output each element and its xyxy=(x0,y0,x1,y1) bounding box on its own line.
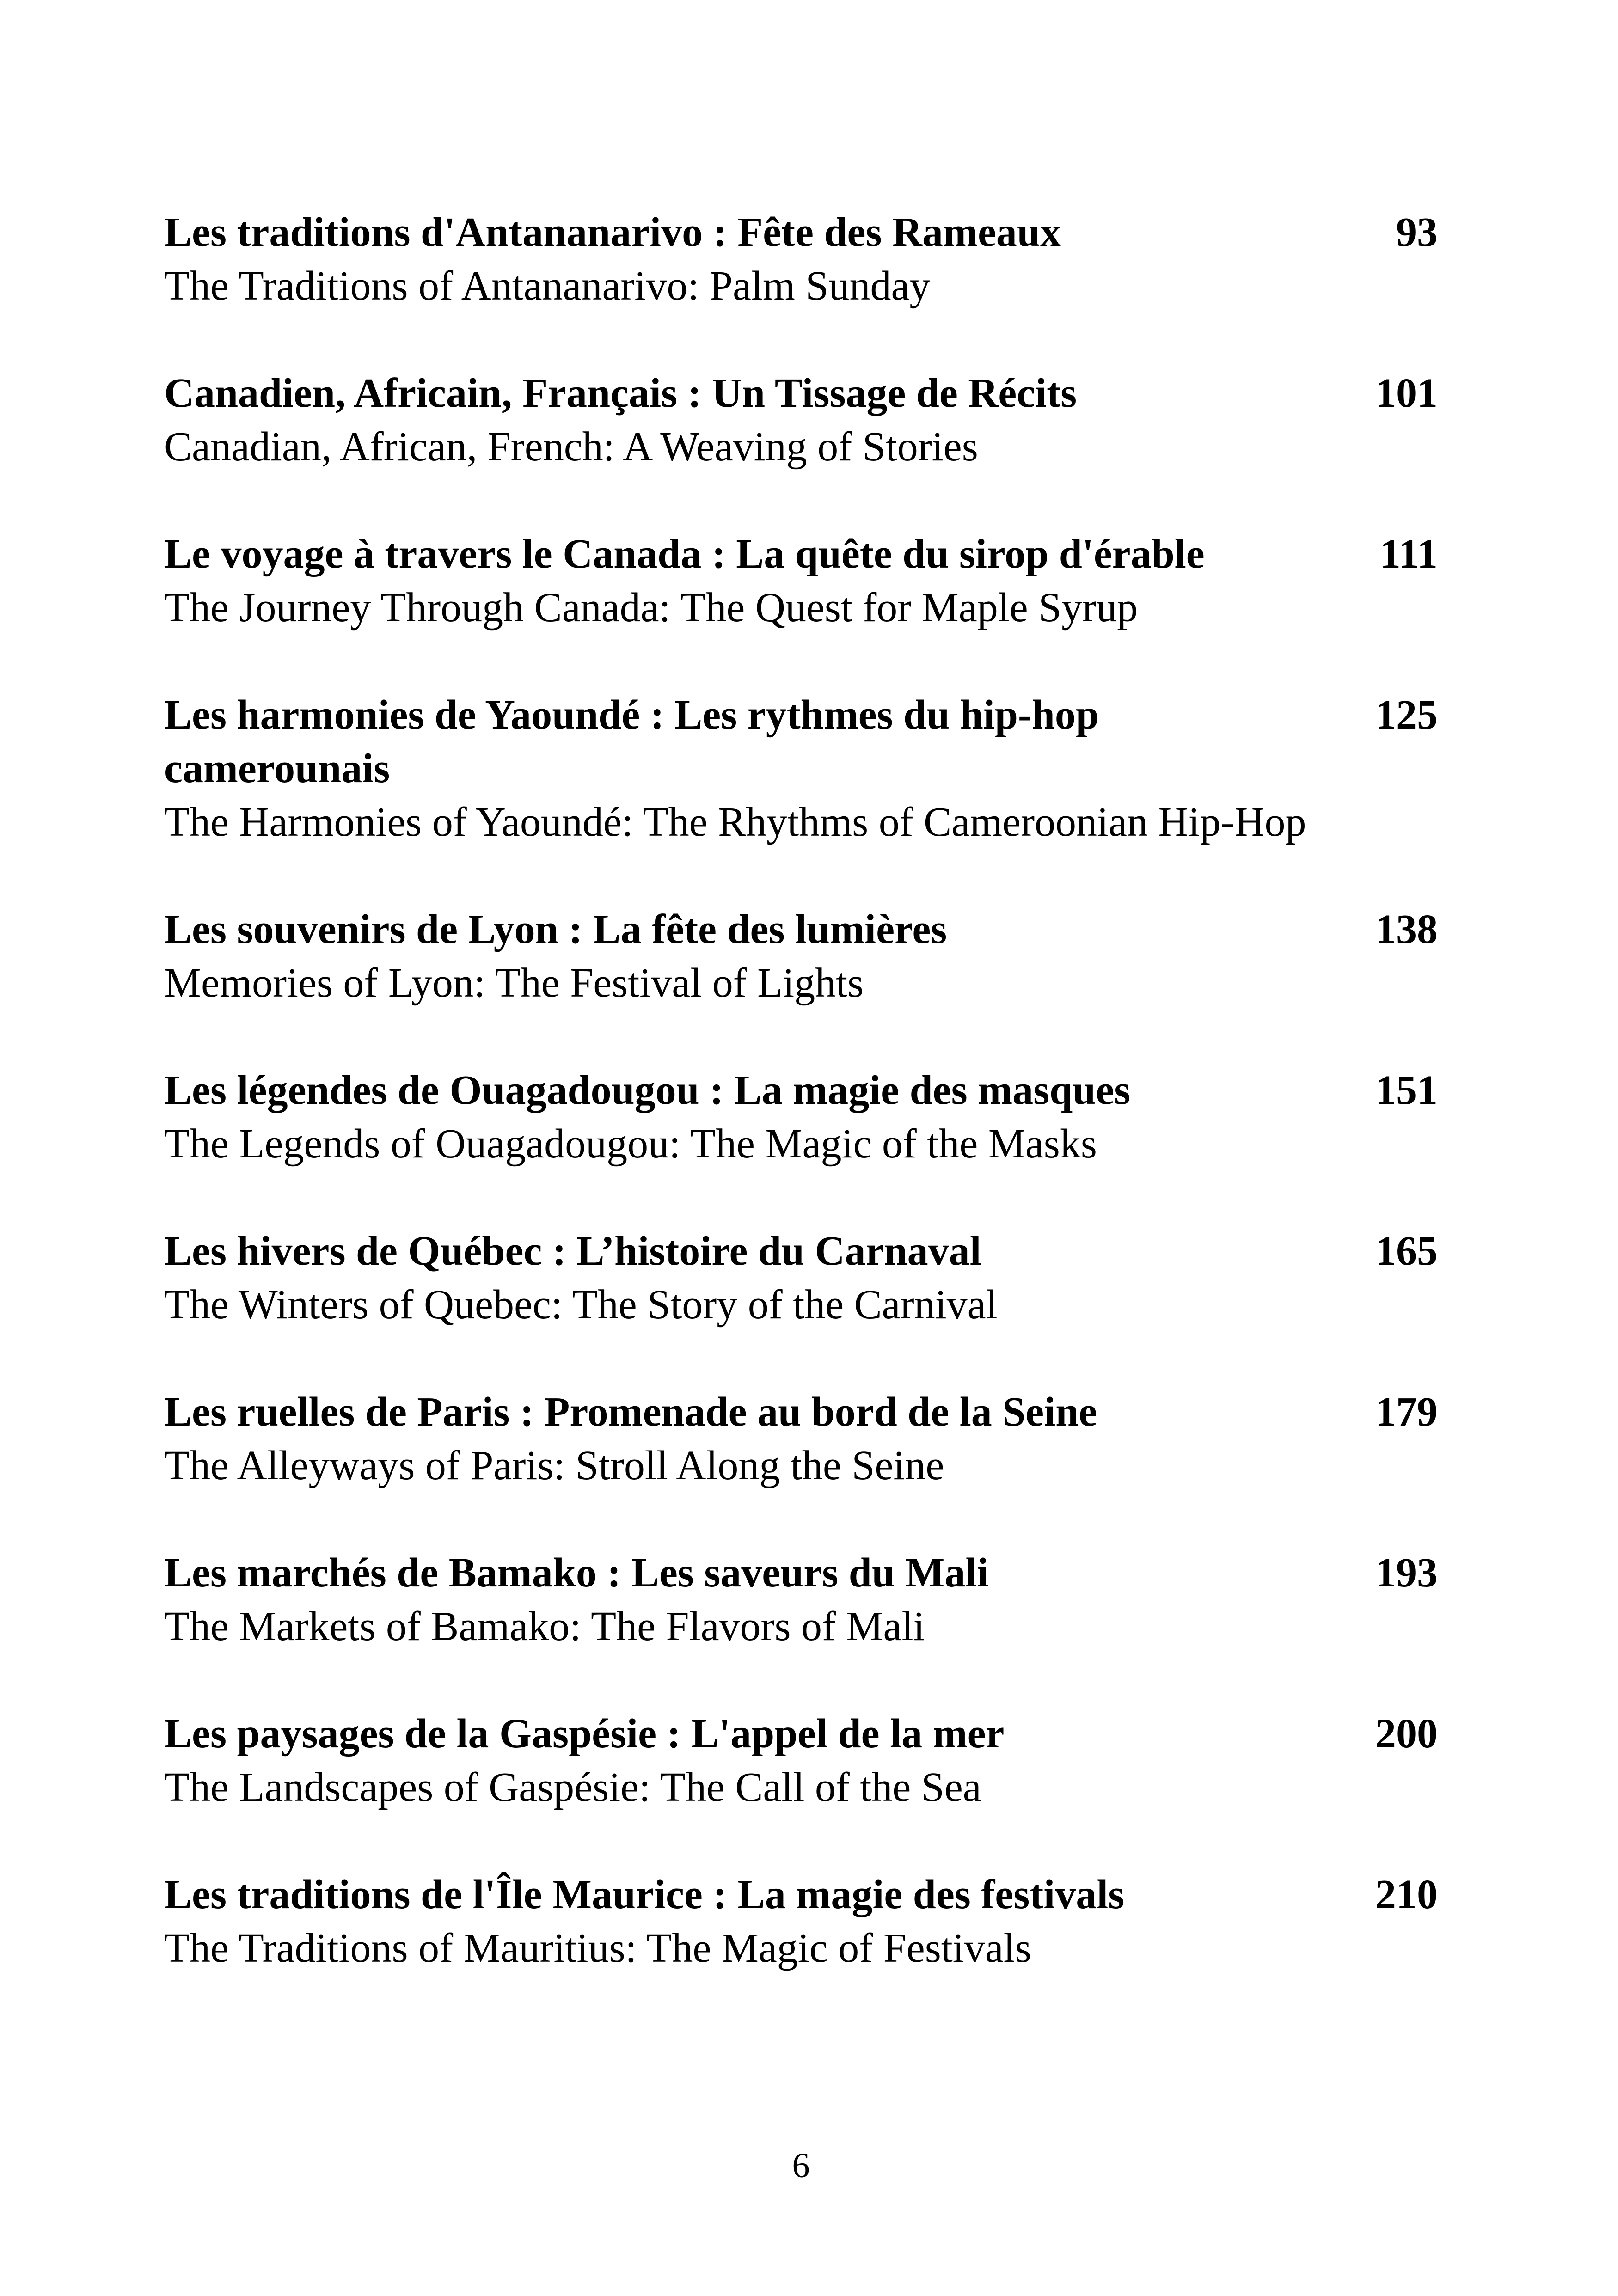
toc-entry xyxy=(164,367,1438,474)
toc-entry xyxy=(164,1546,1438,1653)
toc-entry xyxy=(164,1385,1438,1493)
toc-entry xyxy=(164,903,1438,1010)
toc-entry-page: 165 xyxy=(1375,1228,1438,1274)
toc-entry xyxy=(164,1868,1438,1975)
toc-entry-page: 101 xyxy=(1375,370,1438,416)
toc-entry xyxy=(164,1707,1438,1814)
toc-entry-page: 210 xyxy=(1375,1872,1438,1917)
toc-entry-title-en: The Markets of Bamako: The Flavors of Mali xyxy=(164,1604,925,1649)
table-of-contents xyxy=(164,206,1438,1975)
toc-entry-title-en: The Alleyways of Paris: Stroll Along the Seine xyxy=(164,1443,944,1488)
toc-entry xyxy=(164,206,1438,313)
toc-entry-title-fr: Le voyage à travers le Canada : La quête du sirop d'érable xyxy=(164,531,1205,577)
toc-entry-title-en: Memories of Lyon: The Festival of Lights xyxy=(164,960,864,1006)
toc-entry-title-fr: Les hivers de Québec : L’histoire du Carnaval xyxy=(164,1228,981,1274)
toc-entry-title-fr: Canadien, Africain, Français : Un Tissage de Récits xyxy=(164,370,1077,416)
toc-entry-title-en: The Winters of Quebec: The Story of the Carnival xyxy=(164,1282,998,1328)
toc-entry-title-en: Canadian, African, French: A Weaving of Stories xyxy=(164,424,978,470)
toc-entry-title-en: The Landscapes of Gaspésie: The Call of the Sea xyxy=(164,1764,981,1810)
toc-entry-title-fr: Les traditions d'Antananarivo : Fête des Rameaux xyxy=(164,209,1061,255)
toc-entry-page: 200 xyxy=(1375,1711,1438,1757)
toc-entry xyxy=(164,527,1438,635)
toc-entry-page: 93 xyxy=(1396,209,1438,255)
toc-entry-title-fr: Les souvenirs de Lyon : La fête des lumières xyxy=(164,906,947,952)
toc-entry-title-en: The Traditions of Mauritius: The Magic of Festivals xyxy=(164,1925,1031,1971)
toc-entry-page: 138 xyxy=(1375,906,1438,952)
toc-entry-title-fr: Les harmonies de Yaoundé : Les rythmes du hip-hop camerounais xyxy=(164,692,1099,791)
toc-entry-title-fr: Les légendes de Ouagadougou : La magie des masques xyxy=(164,1067,1131,1113)
toc-entry xyxy=(164,1225,1438,1332)
toc-entry-title-en: The Journey Through Canada: The Quest for Maple Syrup xyxy=(164,585,1138,631)
toc-entry-page: 125 xyxy=(1375,692,1438,738)
toc-entry-title-en: The Traditions of Antananarivo: Palm Sunday xyxy=(164,263,931,309)
toc-entry-title-fr: Les traditions de l'Île Maurice : La magie des festivals xyxy=(164,1872,1125,1917)
toc-entry xyxy=(164,1064,1438,1171)
toc-entry-page: 193 xyxy=(1375,1550,1438,1596)
toc-entry-page: 111 xyxy=(1379,531,1438,577)
toc-entry-page: 179 xyxy=(1375,1389,1438,1435)
page-number: 6 xyxy=(792,2146,810,2185)
toc-entry-title-en: The Harmonies of Yaoundé: The Rhythms of Cameroonian Hip-Hop xyxy=(164,799,1306,845)
toc-entry-page: 151 xyxy=(1375,1067,1438,1113)
toc-entry-title-fr: Les paysages de la Gaspésie : L'appel de la mer xyxy=(164,1711,1005,1757)
toc-entry-title-fr: Les marchés de Bamako : Les saveurs du Mali xyxy=(164,1550,989,1596)
toc-entry xyxy=(164,688,1438,849)
toc-entry-title-en: The Legends of Ouagadougou: The Magic of the Masks xyxy=(164,1121,1097,1167)
toc-entry-title-fr: Les ruelles de Paris : Promenade au bord de la Seine xyxy=(164,1389,1097,1435)
